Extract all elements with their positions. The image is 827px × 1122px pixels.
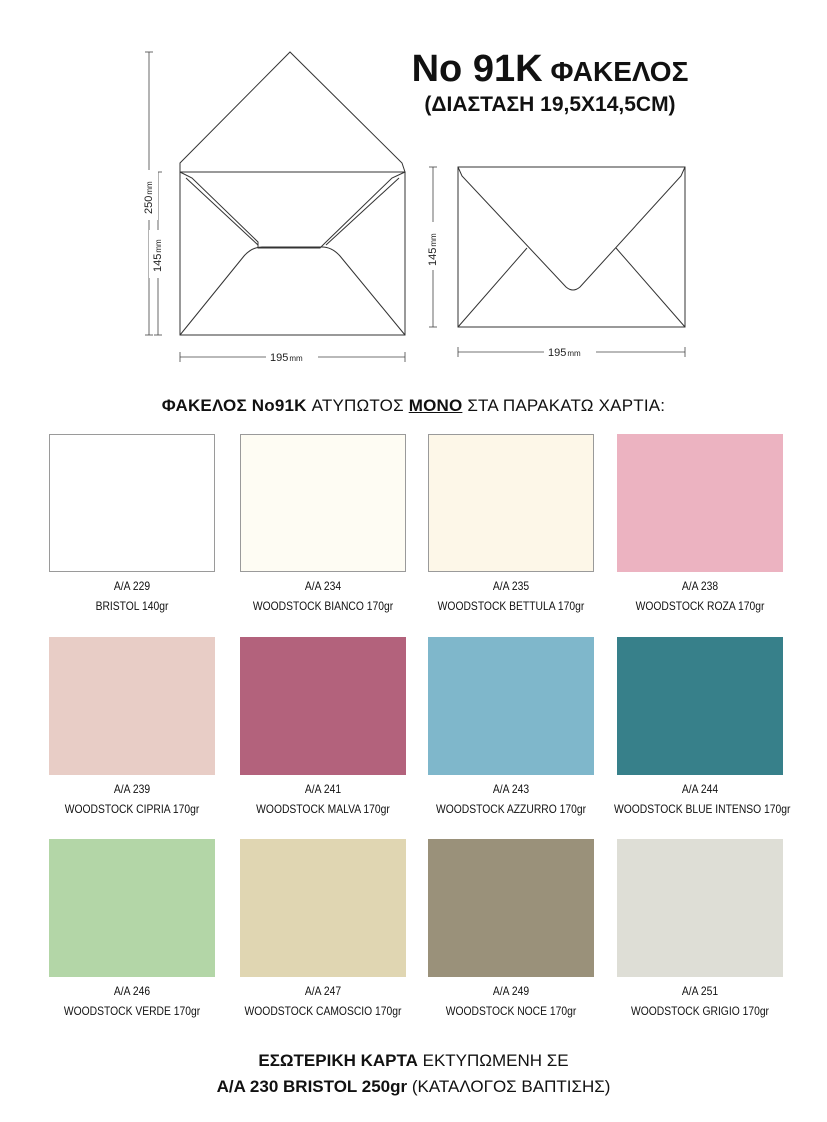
- paper-swatch: [49, 839, 215, 977]
- paper-code: A/A 235: [492, 579, 530, 593]
- paper-code: A/A 251: [681, 984, 719, 998]
- paper-swatch: [49, 637, 215, 775]
- envelope-dimension: (ΔΙΑΣΤΑΣΗ 19,5X14,5CM): [424, 93, 676, 116]
- paper-swatch: [428, 637, 594, 775]
- paper-list-heading: ΦΑΚΕΛΟΣ No91K ΑΤΥΠΩΤΟΣ ΜΟΝΟ ΣΤΑ ΠΑΡΑΚΑΤΩ ΧΑΡΤΙΑ:: [161, 396, 666, 415]
- paper-caption: [425, 981, 597, 1021]
- paper-caption: [614, 779, 791, 819]
- paper-name: WOODSTOCK BETTULA 170gr: [437, 599, 585, 613]
- paper-swatch: [428, 434, 594, 572]
- dim-right-width: 195mm: [548, 347, 581, 359]
- paper-name: WOODSTOCK ROZA 170gr: [635, 599, 765, 613]
- paper-caption: [237, 779, 409, 819]
- paper-swatch: [617, 839, 783, 977]
- paper-caption: [425, 779, 597, 819]
- paper-caption: [237, 576, 409, 616]
- paper-code: A/A 241: [304, 782, 342, 796]
- paper-caption: [46, 779, 218, 819]
- paper-swatch: [617, 637, 783, 775]
- open-envelope-drawing: [180, 52, 405, 335]
- paper-swatch: [240, 637, 406, 775]
- paper-name: WOODSTOCK VERDE 170gr: [63, 1004, 201, 1018]
- paper-code: A/A 244: [681, 782, 719, 796]
- envelope-word: ΦΑΚΕΛΟΣ: [550, 56, 689, 87]
- paper-code: A/A 238: [681, 579, 719, 593]
- paper-name: WOODSTOCK AZZURRO 170gr: [435, 802, 587, 816]
- paper-name: WOODSTOCK NOCE 170gr: [445, 1004, 577, 1018]
- paper-swatch: [240, 839, 406, 977]
- paper-code: A/A 249: [492, 984, 530, 998]
- paper-caption: [425, 576, 597, 616]
- dim-left-width: 195mm: [270, 352, 303, 364]
- paper-name: WOODSTOCK CAMOSCIO 170gr: [244, 1004, 402, 1018]
- paper-caption: [614, 981, 786, 1021]
- paper-code: A/A 229: [113, 579, 151, 593]
- paper-name: WOODSTOCK BLUE INTENSO 170gr: [614, 802, 791, 816]
- paper-caption: [614, 576, 786, 616]
- paper-code: A/A 243: [492, 782, 530, 796]
- paper-name: WOODSTOCK GRIGIO 170gr: [630, 1004, 770, 1018]
- paper-code: A/A 246: [113, 984, 151, 998]
- paper-name: BRISTOL 140gr: [95, 599, 169, 613]
- paper-code: A/A 234: [304, 579, 342, 593]
- paper-swatch: [49, 434, 215, 572]
- envelope-diagram: [0, 0, 827, 380]
- paper-swatch: [428, 839, 594, 977]
- paper-caption: [46, 576, 218, 616]
- paper-code: A/A 239: [113, 782, 151, 796]
- envelope-model: No 91K: [411, 48, 543, 90]
- paper-swatch: [617, 434, 783, 572]
- dim-left-total: 250mm: [143, 181, 155, 214]
- paper-name: WOODSTOCK BIANCO 170gr: [252, 599, 394, 613]
- paper-name: WOODSTOCK MALVA 170gr: [256, 802, 390, 816]
- footer-note: ΕΣΩΤΕΡΙΚΗ ΚΑΡΤΑ ΕΚΤΥΠΩΜΕΝΗ ΣΕ A/A 230 BRISTOL 250gr (ΚΑΤΑΛΟΓΟΣ ΒΑΠΤΙΣΗΣ): [216, 1051, 611, 1096]
- paper-caption: [46, 981, 218, 1021]
- closed-envelope-drawing: [458, 167, 685, 327]
- dim-right-height: 145mm: [427, 233, 439, 266]
- paper-swatch: [240, 434, 406, 572]
- paper-caption: [237, 981, 409, 1021]
- dim-left-body: 145mm: [152, 239, 164, 272]
- paper-name: WOODSTOCK CIPRIA 170gr: [64, 802, 200, 816]
- paper-code: A/A 247: [304, 984, 342, 998]
